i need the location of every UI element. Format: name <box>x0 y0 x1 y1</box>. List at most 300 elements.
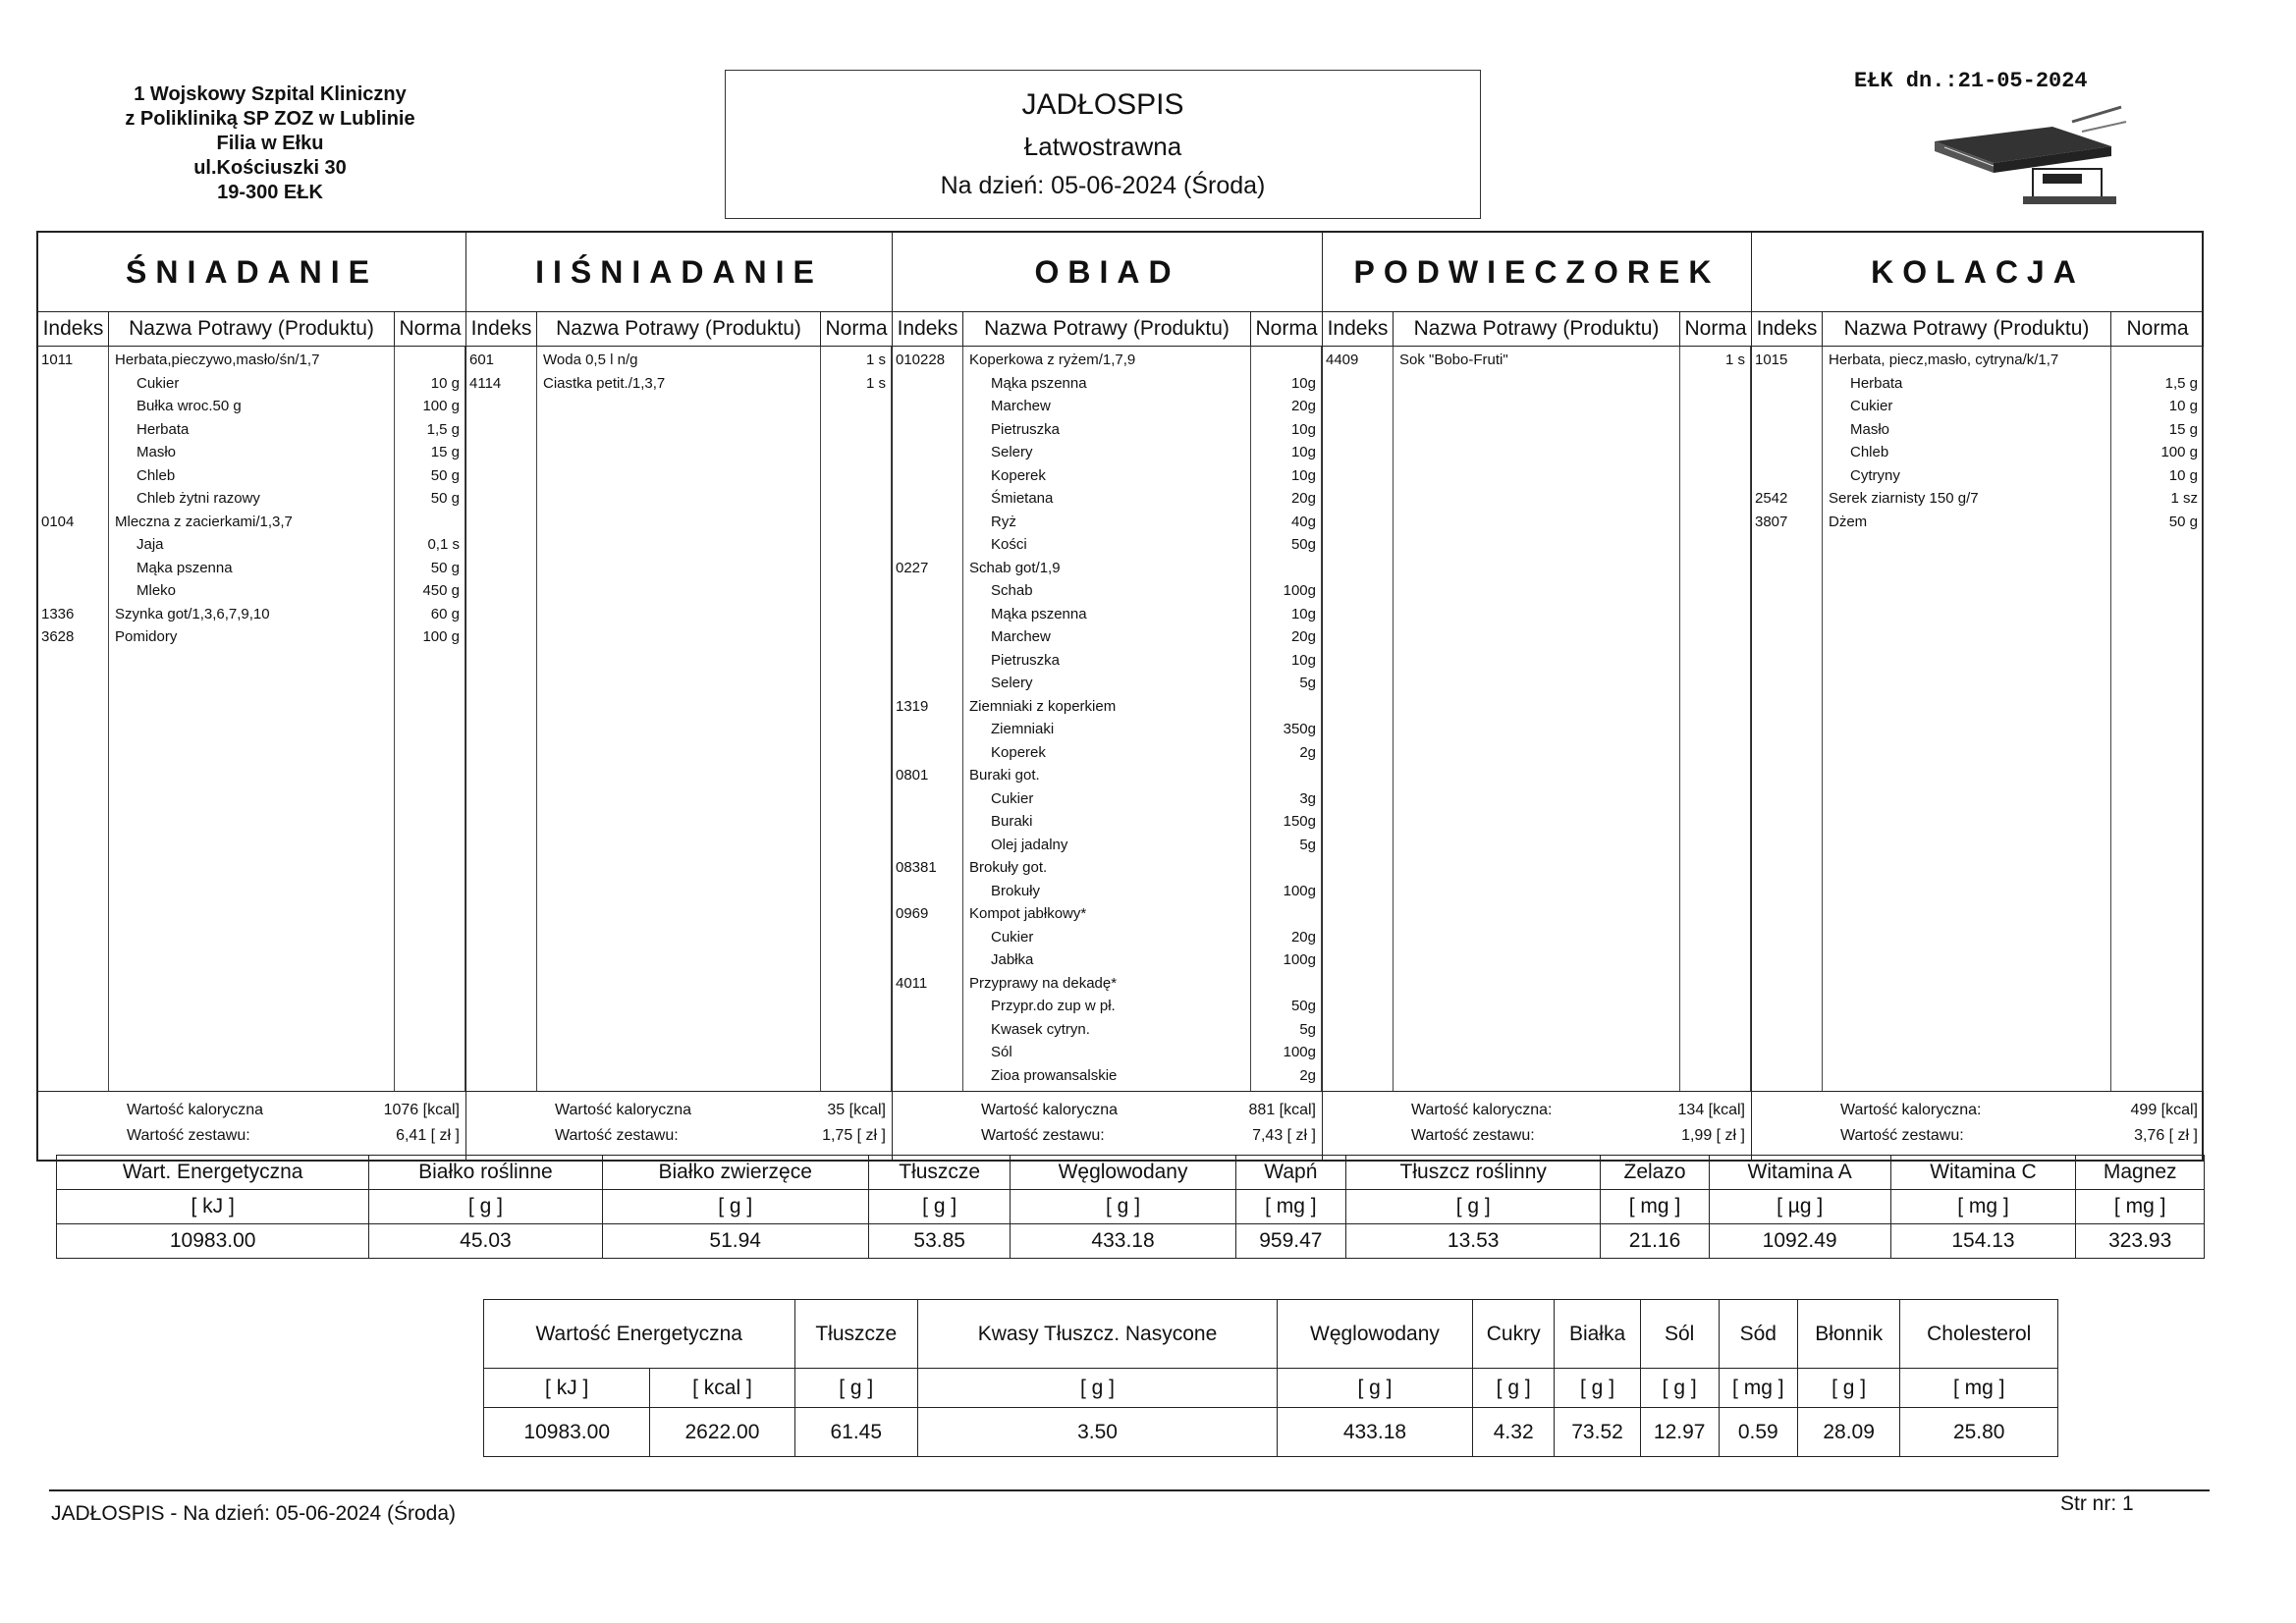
nutrition-value: 433.18 <box>1011 1224 1235 1259</box>
ingredient-name: Brokuły <box>991 882 1041 899</box>
ingredient-name: Śmietana <box>991 490 1054 507</box>
hospital-line: 19-300 EŁK <box>217 182 323 203</box>
meal-items <box>1752 347 2204 1092</box>
item-norm <box>1251 856 1322 880</box>
nutrition-unit: [ µg ] <box>1709 1190 1890 1224</box>
nutrition-value: 45.03 <box>369 1224 602 1259</box>
hospital-address <box>79 82 462 205</box>
item-index <box>38 372 109 396</box>
nutrition-header: Witamina C <box>1890 1156 2076 1190</box>
dish-name: Herbata,pieczywo,masło/śn/1,7 <box>115 352 320 368</box>
ingredient-name: Jaja <box>137 536 164 553</box>
item-index <box>1752 464 1823 488</box>
item-index <box>893 533 963 557</box>
nutrition-value: 51.94 <box>602 1224 868 1259</box>
ingredient-name: Przypr.do zup w pł. <box>991 998 1116 1014</box>
menu-item-row <box>1752 418 2204 442</box>
menu-item-row <box>893 603 1322 626</box>
footer-text: JADŁOSPIS - Na dzień: 05-06-2024 (Środa) <box>51 1502 457 1525</box>
item-norm: 60 g <box>430 605 460 622</box>
menu-item-row <box>893 856 1322 880</box>
ingredient-name: Cukier <box>991 928 1034 946</box>
menu-item-row <box>893 718 1322 741</box>
menu-item-row <box>893 741 1322 765</box>
item-index <box>893 1018 963 1042</box>
dish-name: Pomidory <box>115 628 178 645</box>
cost-value: 7,43 [ zł ] <box>1252 1127 1316 1144</box>
cost-label: Wartość zestawu: <box>1840 1127 1964 1144</box>
meal-title: KOLACJA <box>1752 233 2204 312</box>
nutrition-value: 959.47 <box>1235 1224 1345 1259</box>
nutrition-header: Białko zwierzęce <box>602 1156 868 1190</box>
menu-item-row <box>893 533 1322 557</box>
nutrition-unit: [ mg ] <box>1601 1190 1709 1224</box>
item-norm: 450 g <box>422 582 460 599</box>
item-norm <box>1251 695 1322 719</box>
item-index <box>893 441 963 464</box>
nutrition-header: Wapń <box>1235 1156 1345 1190</box>
item-index: 4114 <box>469 374 502 392</box>
item-norm: 1,5 g <box>426 420 460 438</box>
dish-name: Ziemniaki z koperkiem <box>969 697 1117 715</box>
cost-value: 1,99 [ zł ] <box>1681 1127 1745 1144</box>
ingredient-name: Herbata <box>1850 374 1903 392</box>
menu-item-row <box>1752 372 2204 396</box>
ingredient-name: Buraki <box>991 813 1033 830</box>
nutrition-unit: [ g ] <box>868 1190 1011 1224</box>
nutrition-header-row <box>57 1156 2205 1190</box>
nutrition-label-header: Cholesterol <box>1900 1300 2058 1369</box>
item-index <box>893 718 963 741</box>
nutrition-label-header-row <box>484 1300 2058 1369</box>
cost-value: 3,76 [ zł ] <box>2134 1127 2198 1144</box>
item-index: 0227 <box>896 559 929 576</box>
hospital-line: ul.Kościuszki 30 <box>193 157 347 179</box>
nutrition-unit: [ mg ] <box>1890 1190 2076 1224</box>
menu-item-row <box>466 349 892 372</box>
item-norm <box>1251 349 1322 372</box>
meal-podwieczorek <box>1323 233 1752 1160</box>
menu-item-row <box>38 487 465 511</box>
menu-item-row <box>38 511 465 534</box>
menu-item-row <box>893 926 1322 949</box>
nutrition-label-header: Sód <box>1719 1300 1797 1369</box>
menu-item-row <box>893 902 1322 926</box>
nutrition-value: 21.16 <box>1601 1224 1709 1259</box>
nutrition-header: Magnez <box>2076 1156 2205 1190</box>
ingredient-name: Kwasek cytryn. <box>991 1020 1090 1038</box>
ingredient-name: Masło <box>1850 420 1890 438</box>
menu-item-row <box>1752 349 2204 372</box>
print-date: EŁK dn.:21-05-2024 <box>1854 69 2088 93</box>
nutrition-units-row <box>57 1190 2205 1224</box>
item-index <box>893 810 963 834</box>
item-index <box>893 1064 963 1088</box>
item-index <box>893 579 963 603</box>
menu-item-row <box>893 764 1322 787</box>
item-index <box>1752 372 1823 396</box>
nutrition-header: Tłuszcze <box>868 1156 1011 1190</box>
kcal-value: 1076 [kcal] <box>383 1102 460 1118</box>
dish-name: Dżem <box>1829 513 1868 530</box>
nutrition-label-unit: [ mg ] <box>1900 1369 2058 1408</box>
ingredient-name: Marchew <box>991 628 1051 645</box>
item-index <box>893 603 963 626</box>
nutrition-label-header: Węglowodany <box>1278 1300 1473 1369</box>
item-norm <box>1251 557 1322 580</box>
nutrition-unit: [ g ] <box>1011 1190 1235 1224</box>
ingredient-name: Koperek <box>991 743 1046 761</box>
meal-summary <box>1752 1092 2204 1149</box>
col-index-header: Indeks <box>893 312 963 346</box>
item-index <box>38 395 109 418</box>
dish-name: Herbata, piecz,masło, cytryna/k/1,7 <box>1829 352 2059 368</box>
item-index: 0969 <box>896 905 929 922</box>
dish-name: Kompot jabłkowy* <box>969 905 1087 922</box>
kcal-label: Wartość kaloryczna: <box>1411 1102 1553 1118</box>
item-norm <box>2111 349 2204 372</box>
col-norm-header: Norma <box>1684 317 1747 340</box>
meal-summary <box>1323 1092 1751 1149</box>
col-norm-header: Norma <box>1255 317 1318 340</box>
kcal-label: Wartość kaloryczna <box>127 1102 263 1118</box>
menu-item-row <box>38 625 465 649</box>
nutrition-values-row <box>57 1224 2205 1259</box>
meal-obiad <box>893 233 1323 1160</box>
item-norm: 20g <box>1290 490 1316 507</box>
ingredient-name: Bułka wroc.50 g <box>137 398 242 414</box>
menu-item-row <box>1752 487 2204 511</box>
ingredient-name: Chleb <box>137 466 176 484</box>
item-index <box>38 557 109 580</box>
nutrition-label-unit: [ g ] <box>1797 1369 1900 1408</box>
col-index-header: Indeks <box>466 312 537 346</box>
item-norm: 1 s <box>1724 352 1745 368</box>
item-norm: 1 s <box>865 352 886 368</box>
col-norm-header: Norma <box>2126 317 2189 340</box>
nutrition-unit: [ mg ] <box>2076 1190 2205 1224</box>
nutrition-label-value: 10983.00 <box>484 1408 650 1457</box>
item-norm: 50g <box>1290 536 1316 553</box>
title-box <box>725 70 1481 219</box>
nutrition-label-units-row <box>484 1369 2058 1408</box>
nutrition-label-unit: [ kJ ] <box>484 1369 650 1408</box>
menu-item-row <box>38 533 465 557</box>
menu-item-row <box>893 948 1322 972</box>
item-norm: 2g <box>1299 743 1316 761</box>
dish-name: Mleczna z zacierkami/1,3,7 <box>115 513 293 530</box>
item-index <box>38 464 109 488</box>
cost-label: Wartość zestawu: <box>981 1127 1105 1144</box>
item-norm: 50 g <box>430 559 460 576</box>
menu-item-row <box>1752 395 2204 418</box>
dish-name: Szynka got/1,3,6,7,9,10 <box>115 605 270 622</box>
item-index <box>893 625 963 649</box>
ingredient-name: Masło <box>137 444 177 460</box>
item-norm: 100g <box>1283 582 1316 599</box>
hospital-line: Filia w Ełku <box>216 133 324 154</box>
nutrition-header: Tłuszcz roślinny <box>1346 1156 1601 1190</box>
meal-summary <box>893 1092 1322 1149</box>
item-index <box>38 579 109 603</box>
ingredient-name: Cukier <box>137 374 180 392</box>
menu-item-row <box>893 487 1322 511</box>
nutrition-header: Witamina A <box>1709 1156 1890 1190</box>
page-number: Str nr: 1 <box>2060 1492 2134 1515</box>
menu-item-row <box>38 372 465 396</box>
item-index <box>38 441 109 464</box>
nutrition-header: Żelazo <box>1601 1156 1709 1190</box>
nutrition-label-header: Sól <box>1640 1300 1719 1369</box>
item-norm: 20g <box>1290 928 1316 946</box>
item-index <box>1752 441 1823 464</box>
menu-item-row <box>893 1064 1322 1088</box>
ingredient-name: Jabłka <box>991 951 1034 968</box>
nutrition-table <box>56 1155 2205 1259</box>
nutrition-label-value: 2622.00 <box>650 1408 794 1457</box>
ingredient-name: Selery <box>991 444 1033 460</box>
item-index: 3628 <box>41 628 75 645</box>
item-index <box>893 787 963 811</box>
nutrition-unit: [ g ] <box>369 1190 602 1224</box>
nutrition-label-header: Wartość Energetyczna <box>484 1300 795 1369</box>
dish-name: Koperkowa z ryżem/1,7,9 <box>969 352 1136 368</box>
item-index: 4409 <box>1326 352 1359 368</box>
item-norm: 100 g <box>2160 444 2198 460</box>
meal-column-headers <box>893 312 1322 347</box>
nutrition-label-unit: [ g ] <box>918 1369 1278 1408</box>
item-norm: 100g <box>1283 882 1316 899</box>
item-index: 1015 <box>1755 352 1788 368</box>
menu-item-row <box>38 418 465 442</box>
nutrition-value: 323.93 <box>2076 1224 2205 1259</box>
item-norm <box>1251 902 1322 926</box>
item-index: 0104 <box>41 513 75 530</box>
col-index-header: Indeks <box>38 312 109 346</box>
dish-name: Sok "Bobo-Fruti" <box>1399 352 1508 368</box>
item-norm: 10 g <box>2168 398 2198 414</box>
cost-value: 6,41 [ zł ] <box>396 1127 460 1144</box>
menu-grid <box>36 231 2204 1162</box>
item-index <box>1752 418 1823 442</box>
ingredient-name: Cytryny <box>1850 466 1900 484</box>
item-norm: 5g <box>1299 675 1316 691</box>
item-norm: 3g <box>1299 789 1316 807</box>
ingredient-name: Chleb <box>1850 444 1889 460</box>
cost-label: Wartość zestawu: <box>1411 1127 1535 1144</box>
nutrition-unit: [ g ] <box>1346 1190 1601 1224</box>
nutrition-label-value: 12.97 <box>1640 1408 1719 1457</box>
cost-label: Wartość zestawu: <box>555 1127 679 1144</box>
item-index <box>893 649 963 673</box>
nutrition-label-unit: [ g ] <box>1472 1369 1555 1408</box>
nutrition-header: Wart. Energetyczna <box>57 1156 369 1190</box>
item-index <box>38 487 109 511</box>
meal-summary <box>38 1092 465 1149</box>
item-index <box>893 926 963 949</box>
ingredient-name: Marchew <box>991 398 1051 414</box>
dish-name: Brokuły got. <box>969 859 1048 876</box>
item-norm: 100g <box>1283 951 1316 968</box>
item-index <box>893 418 963 442</box>
menu-item-row <box>893 834 1322 857</box>
ingredient-name: Sól <box>991 1044 1012 1060</box>
meal-items <box>466 347 892 1092</box>
diet-name: Łatwostrawna <box>1023 132 1182 161</box>
hospital-line: z Polikliniką SP ZOZ w Lublinie <box>125 108 415 130</box>
ingredient-name: Mleko <box>137 582 177 599</box>
item-index <box>893 741 963 765</box>
cost-value: 1,75 [ zł ] <box>822 1127 886 1144</box>
ingredient-name: Pietruszka <box>991 420 1061 438</box>
menu-item-row <box>38 441 465 464</box>
nutrition-value: 154.13 <box>1890 1224 2076 1259</box>
nutrition-label-value: 3.50 <box>918 1408 1278 1457</box>
nutrition-label-unit: [ g ] <box>1278 1369 1473 1408</box>
meal-title: IIŚNIADANIE <box>466 233 892 312</box>
item-index: 08381 <box>896 859 937 876</box>
meal-title: OBIAD <box>893 233 1322 312</box>
menu-item-row <box>38 464 465 488</box>
item-index: 0801 <box>896 767 929 784</box>
dish-name: Przyprawy na dekadę* <box>969 974 1118 992</box>
nutrition-label-unit: [ g ] <box>1640 1369 1719 1408</box>
nutrition-label-value: 433.18 <box>1278 1408 1473 1457</box>
menu-item-row <box>893 625 1322 649</box>
nutrition-label-header: Tłuszcze <box>794 1300 918 1369</box>
dish-name: Ciastka petit./1,3,7 <box>543 374 666 392</box>
menu-item-row <box>893 579 1322 603</box>
menu-item-row <box>893 511 1322 534</box>
item-index <box>1752 395 1823 418</box>
col-name-header: Nazwa Potrawy (Produktu) <box>963 312 1251 346</box>
nutrition-label-header: Błonnik <box>1797 1300 1900 1369</box>
menu-item-row <box>893 372 1322 396</box>
menu-item-row <box>893 1018 1322 1042</box>
meal-column-headers <box>38 312 465 347</box>
nutrition-label-value: 4.32 <box>1472 1408 1555 1457</box>
menu-item-row <box>893 972 1322 996</box>
page-title: JADŁOSPIS <box>1021 88 1184 121</box>
item-norm: 5g <box>1299 1020 1316 1038</box>
col-norm-header: Norma <box>399 317 462 340</box>
menu-item-row <box>893 1041 1322 1064</box>
item-norm <box>1251 764 1322 787</box>
nutrition-label-value: 73.52 <box>1555 1408 1640 1457</box>
menu-item-row <box>893 787 1322 811</box>
item-norm: 1 s <box>865 374 886 392</box>
ingredient-name: Schab <box>991 582 1033 599</box>
menu-item-row <box>1752 441 2204 464</box>
item-index <box>893 372 963 396</box>
meal-title: ŚNIADANIE <box>38 233 465 312</box>
item-norm: 40g <box>1290 513 1316 530</box>
item-norm: 150g <box>1283 813 1316 830</box>
item-norm: 10g <box>1290 420 1316 438</box>
col-name-header: Nazwa Potrawy (Produktu) <box>1823 312 2111 346</box>
ingredient-name: Herbata <box>137 420 190 438</box>
kcal-value: 499 [kcal] <box>2130 1102 2198 1118</box>
ingredient-name: Ziemniaki <box>991 721 1055 737</box>
kcal-label: Wartość kaloryczna <box>555 1102 691 1118</box>
menu-item-row <box>38 579 465 603</box>
item-norm: 50 g <box>2168 513 2198 530</box>
hospital-line: 1 Wojskowy Szpital Kliniczny <box>134 83 407 105</box>
menu-item-row <box>893 395 1322 418</box>
nutrition-label-value: 28.09 <box>1797 1408 1900 1457</box>
item-index: 3807 <box>1755 513 1788 530</box>
col-index-header: Indeks <box>1323 312 1394 346</box>
meal-kolacja <box>1752 233 2204 1160</box>
nutrition-label-table <box>483 1299 2058 1457</box>
ingredient-name: Cukier <box>1850 398 1893 414</box>
ingredient-name: Koperek <box>991 466 1046 484</box>
item-norm <box>395 511 465 534</box>
nutrition-label-values-row <box>484 1408 2058 1457</box>
meal-column-headers <box>1752 312 2204 347</box>
ingredient-name: Mąka pszenna <box>991 605 1087 622</box>
item-norm: 10 g <box>430 374 460 392</box>
menu-item-row <box>1752 464 2204 488</box>
item-norm: 10 g <box>2168 466 2198 484</box>
item-norm: 10g <box>1290 651 1316 669</box>
menu-item-row <box>466 372 892 396</box>
dish-name: Buraki got. <box>969 767 1040 784</box>
item-norm: 100g <box>1283 1044 1316 1060</box>
nutrition-label-value: 61.45 <box>794 1408 918 1457</box>
menu-item-row <box>893 810 1322 834</box>
item-index <box>893 464 963 488</box>
item-index: 601 <box>469 352 495 368</box>
kcal-label: Wartość kaloryczna <box>981 1102 1118 1118</box>
item-norm: 10g <box>1290 444 1316 460</box>
menu-item-row <box>893 995 1322 1018</box>
col-norm-header: Norma <box>825 317 888 340</box>
kcal-value: 35 [kcal] <box>827 1102 886 1118</box>
col-name-header: Nazwa Potrawy (Produktu) <box>537 312 821 346</box>
meal-items <box>38 347 465 1092</box>
ingredient-name: Pietruszka <box>991 651 1061 669</box>
menu-item-row <box>1323 349 1751 372</box>
menu-item-row <box>893 695 1322 719</box>
dish-name: Schab got/1,9 <box>969 559 1061 576</box>
col-name-header: Nazwa Potrawy (Produktu) <box>109 312 395 346</box>
ingredient-name: Mąka pszenna <box>137 559 233 576</box>
kcal-value: 881 [kcal] <box>1248 1102 1316 1118</box>
item-norm: 10g <box>1290 466 1316 484</box>
nutrition-unit: [ kJ ] <box>57 1190 369 1224</box>
nutrition-label-unit: [ mg ] <box>1719 1369 1797 1408</box>
menu-item-row <box>893 464 1322 488</box>
menu-item-row <box>893 672 1322 695</box>
menu-date: Na dzień: 05-06-2024 (Środa) <box>940 172 1266 199</box>
item-index: 1319 <box>896 697 929 715</box>
meal-ii-sniadanie <box>466 233 893 1160</box>
dish-name: Serek ziarnisty 150 g/7 <box>1829 490 1979 507</box>
cost-label: Wartość zestawu: <box>127 1127 250 1144</box>
item-norm: 20g <box>1290 628 1316 645</box>
kcal-label: Wartość kaloryczna: <box>1840 1102 1982 1118</box>
meal-items <box>1323 347 1751 1092</box>
meal-column-headers <box>466 312 892 347</box>
ingredient-name: Zioa prowansalskie <box>991 1066 1118 1084</box>
ingredient-name: Mąka pszenna <box>991 374 1087 392</box>
item-norm: 100 g <box>422 628 460 645</box>
ingredient-name: Selery <box>991 675 1033 691</box>
nutrition-unit: [ mg ] <box>1235 1190 1345 1224</box>
item-norm: 0,1 s <box>427 536 460 553</box>
nutrition-label-header: Kwasy Tłuszcz. Nasycone <box>918 1300 1278 1369</box>
